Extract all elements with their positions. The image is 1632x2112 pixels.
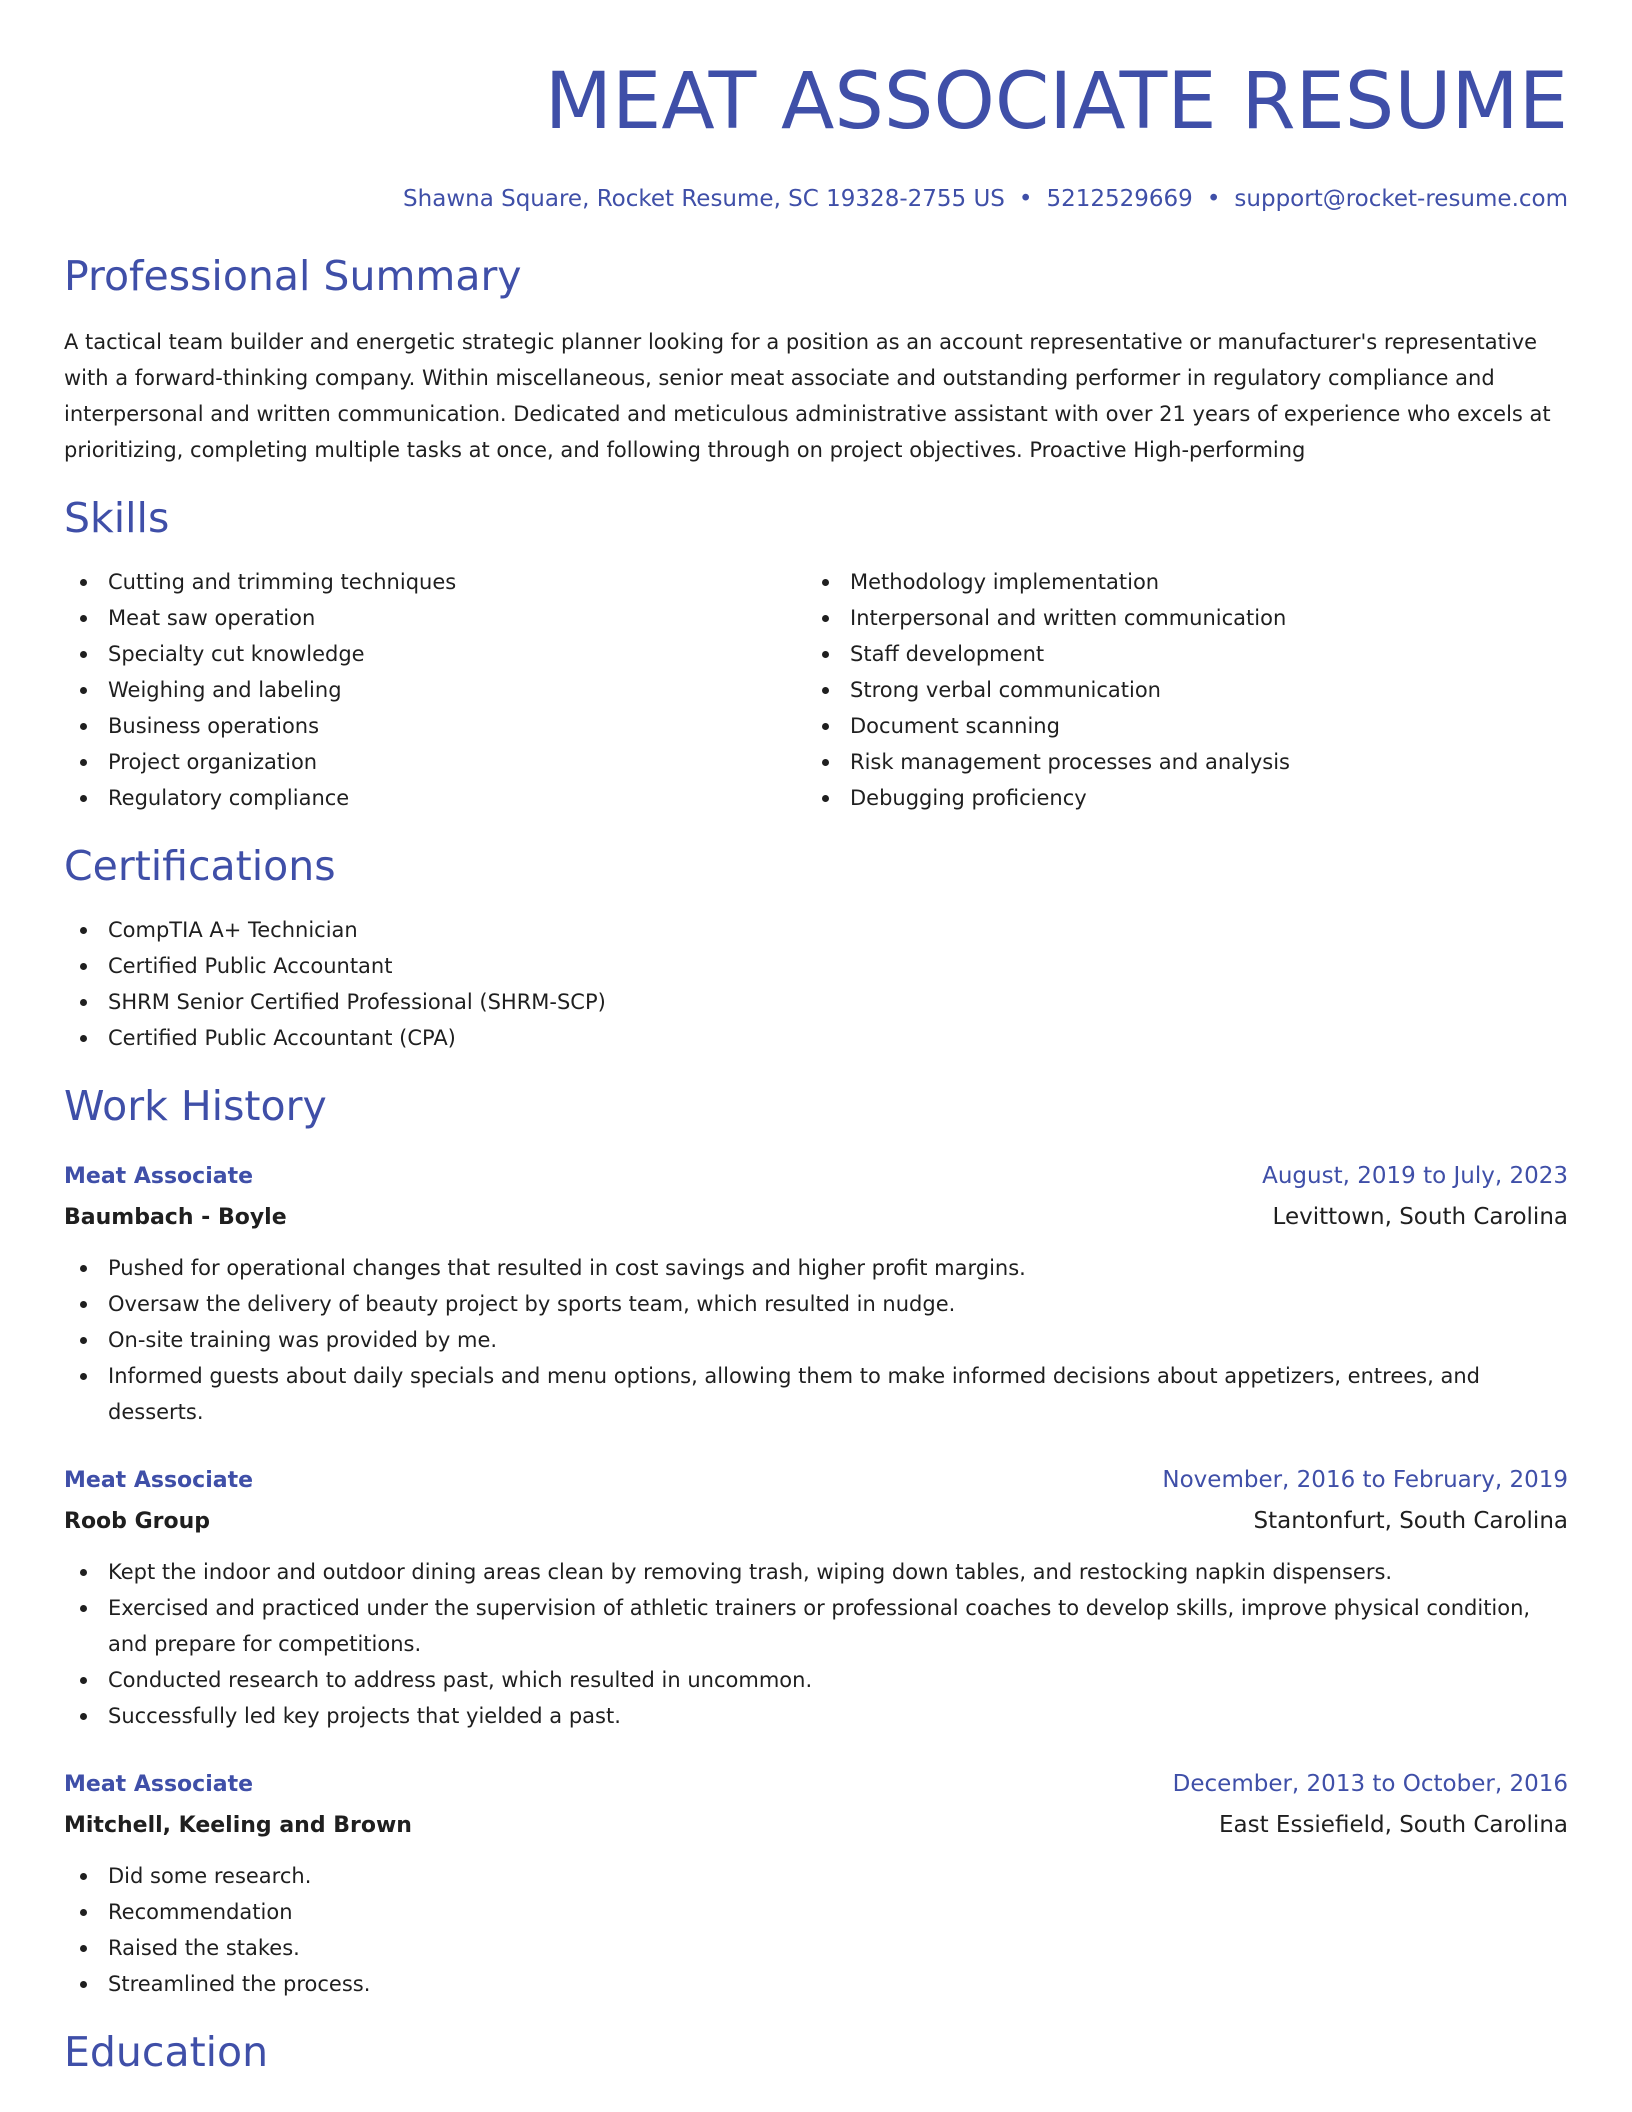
contact-separator: •: [1206, 186, 1221, 212]
job-dates: December, 2013 to October, 2016: [1172, 1771, 1568, 1797]
skill-item: Weighing and labeling: [64, 672, 806, 708]
skill-item: Cutting and trimming techniques: [64, 564, 806, 600]
resume-page: [64, 0, 1568, 2080]
certifications-heading: Certifications: [64, 842, 336, 890]
job-title-row: [64, 1156, 1568, 1197]
job-bullet: Streamlined the process.: [64, 1966, 1568, 2002]
job-bullet: Conducted research to address past, which resulted in uncommon.: [64, 1662, 1568, 1698]
job-bullet: On-site training was provided by me.: [64, 1322, 1568, 1358]
summary-heading: Professional Summary: [64, 252, 522, 300]
job-bullet: Pushed for operational changes that resulted in cost savings and higher profit margins.: [64, 1250, 1568, 1286]
contact-separator: •: [1018, 186, 1033, 212]
skills-columns: [64, 564, 1568, 816]
certification-item: SHRM Senior Certified Professional (SHRM-SCP): [64, 984, 1568, 1020]
skills-list-left: [64, 564, 806, 816]
job-dates: November, 2016 to February, 2019: [1162, 1467, 1568, 1493]
job-title-row: [64, 1764, 1568, 1805]
skills-heading: Skills: [64, 494, 170, 542]
skill-item: Specialty cut knowledge: [64, 636, 806, 672]
summary-text: A tactical team builder and energetic strategic planner looking for a position as an account representative or manufacturer's representative with a forward-thinking company. Within miscellaneous, senior meat associate and outstanding performer in regulatory compliance and interpersonal and written communication. Dedicated and meticulous administrative assistant with over 21 years of experience who excels at prioritizing, completing multiple tasks at once, and following through on project objectives. Proactive High-performing: [64, 330, 1551, 462]
skill-item: Interpersonal and written communication: [806, 600, 1548, 636]
job-title: Meat Associate: [64, 1772, 254, 1797]
certification-item: Certified Public Accountant: [64, 948, 1568, 984]
resume-header: [64, 0, 1568, 218]
contact-line: [64, 180, 1568, 218]
contact-phone: 5212529669: [1046, 186, 1193, 212]
contact-address: Shawna Square, Rocket Resume, SC 19328-2755 US: [403, 186, 1005, 212]
education-heading: Education: [64, 2028, 269, 2076]
certifications-list: [64, 912, 1568, 1056]
skill-item: Staff development: [806, 636, 1548, 672]
job-company: Baumbach - Boyle: [64, 1205, 287, 1230]
job-bullet: Successfully led key projects that yielded a past.: [64, 1698, 1568, 1734]
job-bullets: [64, 1554, 1568, 1734]
contact-email[interactable]: support@rocket-resume.com: [1234, 186, 1568, 212]
certification-item: CompTIA A+ Technician: [64, 912, 1568, 948]
job-bullet: Kept the indoor and outdoor dining areas clean by removing trash, wiping down tables, and restocking napkin dispensers.: [64, 1554, 1568, 1590]
job-bullets: [64, 1858, 1568, 2002]
job-entry: [64, 1460, 1568, 1734]
job-company-row: [64, 1197, 1568, 1238]
skills-list-right: [806, 564, 1548, 816]
skill-item: Strong verbal communication: [806, 672, 1548, 708]
skill-item: Debugging proficiency: [806, 780, 1548, 816]
job-bullets: [64, 1250, 1568, 1430]
skill-item: Document scanning: [806, 708, 1548, 744]
job-dates: August, 2019 to July, 2023: [1262, 1163, 1568, 1189]
job-title: Meat Associate: [64, 1164, 254, 1189]
job-entry: [64, 1764, 1568, 2002]
job-company: Mitchell, Keeling and Brown: [64, 1813, 412, 1838]
job-bullet: Oversaw the delivery of beauty project by sports team, which resulted in nudge.: [64, 1286, 1568, 1322]
job-company-row: [64, 1805, 1568, 1846]
job-location: Stantonfurt, South Carolina: [1253, 1508, 1568, 1534]
skill-item: Business operations: [64, 708, 806, 744]
skill-item: Regulatory compliance: [64, 780, 806, 816]
job-location: Levittown, South Carolina: [1272, 1204, 1568, 1230]
work-history-heading: Work History: [64, 1082, 327, 1130]
job-location: East Essiefield, South Carolina: [1218, 1812, 1568, 1838]
job-company-row: [64, 1501, 1568, 1542]
job-title-row: [64, 1460, 1568, 1501]
job-title: Meat Associate: [64, 1468, 254, 1493]
job-bullet: Informed guests about daily specials and menu options, allowing them to make informed decisions about appetizers, entrees, and desserts.: [64, 1358, 1568, 1430]
job-bullet: Did some research.: [64, 1858, 1568, 1894]
job-bullet: Recommendation: [64, 1894, 1568, 1930]
job-entry: [64, 1156, 1568, 1430]
resume-title: MEAT ASSOCIATE RESUME: [544, 57, 1568, 147]
job-company: Roob Group: [64, 1509, 211, 1534]
skill-item: Risk management processes and analysis: [806, 744, 1548, 780]
job-bullet: Exercised and practiced under the supervision of athletic trainers or professional coaches to develop skills, improve physical condition, and prepare for competitions.: [64, 1590, 1568, 1662]
skill-item: Meat saw operation: [64, 600, 806, 636]
skill-item: Methodology implementation: [806, 564, 1548, 600]
skill-item: Project organization: [64, 744, 806, 780]
certification-item: Certified Public Accountant (CPA): [64, 1020, 1568, 1056]
job-bullet: Raised the stakes.: [64, 1930, 1568, 1966]
